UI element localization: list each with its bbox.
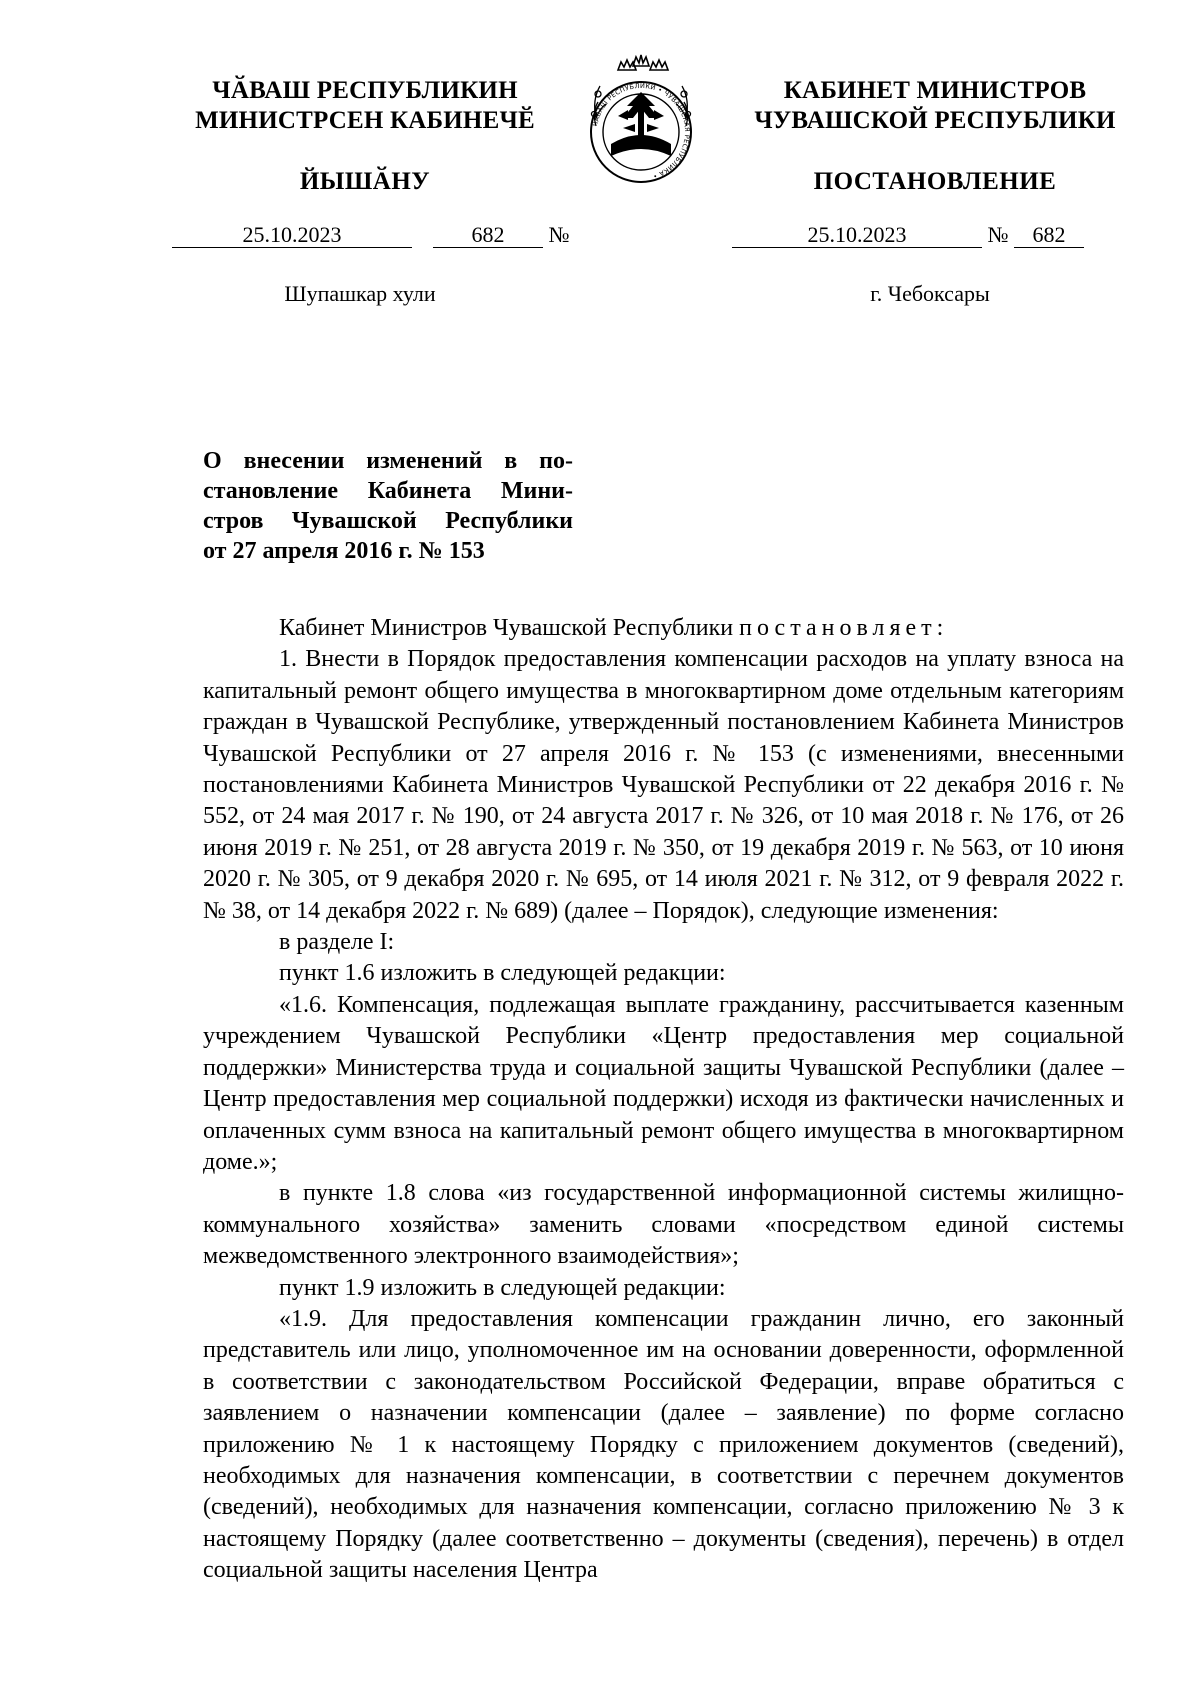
body-paragraph: «1.9. Для предоставления компенсации гражданин лично, его законный представитель или лицо, уполномоченное им на основании доверенности, оформленной в соответствии с законодательством Российской Федерации, вправе обратиться с заявлением о назначении компенсации (далее – заявление) по форме согласно приложению № 1 к настоящему Порядку с приложением документов (сведений), необходимых для назначения компенсации, в соответствии с перечнем документов (сведений), необходимых для назначения компенсации, согласно приложению № 3 к настоящему Порядку (далее соответственно – документы (сведения), перечень) в отдел социальной защиты населения Центра — [203, 1305, 1124, 1584]
body-paragraph: «1.6. Компенсация, подлежащая выплате гражданину, рассчитывается казенным учреждением Чувашской Республики «Центр предоставления мер социальной поддержки» Министерства труда и социальной защиты Чувашской Республики (далее – Центр предоставления мер социальной поддержки) исходя из фактически начисленных и оплаченных сумм взноса на капитальный ремонт общего имущества в многоквартирном доме.»; — [203, 991, 1124, 1175]
left-org-line2: МИНИСТРСЕН КАБИНЕЧӖ — [195, 107, 535, 134]
left-number: 682 — [433, 223, 543, 248]
left-city: Шупашкар хули — [284, 281, 436, 306]
body-paragraph: в разделе I: — [279, 929, 395, 956]
left-date: 25.10.2023 — [172, 223, 412, 248]
intro-paragraph — [203, 613, 1124, 644]
intro-text: Кабинет Министров Чувашской Республики — [279, 615, 734, 641]
body-paragraph: пункт 1.9 изложить в следующей редакции: — [279, 1274, 726, 1301]
right-number: 682 — [1014, 223, 1084, 248]
intro-verb: постановляет: — [739, 615, 949, 641]
right-org-line2: ЧУВАШСКОЙ РЕСПУБЛИКИ — [754, 107, 1116, 134]
right-doctype: ПОСТАНОВЛЕНИЕ — [813, 168, 1057, 195]
left-org-line1: ЧӐВАШ РЕСПУБЛИКИН — [212, 77, 518, 104]
right-date: 25.10.2023 — [732, 223, 982, 248]
left-doctype: ЙЫШӐНУ — [299, 168, 431, 195]
header-left — [160, 76, 570, 196]
right-city: г. Чебоксары — [870, 281, 990, 306]
right-org-line1: КАБИНЕТ МИНИСТРОВ — [783, 77, 1087, 104]
title-line: стров Чувашской Республики — [203, 508, 573, 534]
body-paragraph: 1. Внести в Порядок предоставления компенсации расходов на уплату взноса на капитальный ремонт общего имущества в многоквартирном доме отдельным категориям граждан в Чувашской Республике, утвержденный постановлением Кабинета Министров Чувашской Республики от 27 апреля 2016 г. № 153 (с изменениями, внесенными постановлениями Кабинета Министров Чувашской Республики от 22 декабря 2016 г. № 552, от 24 мая 2017 г. № 190, от 24 августа 2017 г. № 326, от 10 мая 2018 г. № 176, от 26 июня 2019 г. № 251, от 28 августа 2019 г. № 350, от 19 декабря 2019 г. № 563, от 10 июня 2020 г. № 305, от 9 декабря 2020 г. № 695, от 14 июля 2021 г. № 312, от 9 февраля 2022 г. № 38, от 14 декабря 2022 г. № 689) (далее – Порядок), следующие изменения: — [203, 646, 1124, 924]
left-number-sign: № — [548, 222, 570, 247]
right-number-sign: № — [987, 222, 1009, 247]
body-paragraph: пункт 1.6 изложить в следующей редакции: — [279, 960, 726, 987]
body-paragraph: в пункте 1.8 слова «из государственной информационной системы жилищно-коммунального хозяйства» заменить словами «посредством единой системы межведомственного электронного взаимодействия»; — [203, 1180, 1124, 1270]
header-right — [730, 76, 1140, 196]
svg-text:ЧӐВАШ РЕСПУБЛИКИ • ЧУВАШСКАЯ Р: ЧӐВАШ РЕСПУБЛИКИ • ЧУВАШСКАЯ РЕСПУБЛИКА • — [591, 81, 692, 181]
right-date-line — [732, 222, 1084, 248]
document-body — [203, 613, 1124, 1587]
document-title — [203, 446, 573, 566]
title-line: становление Кабинета Мини- — [203, 478, 573, 504]
left-date-line — [172, 222, 570, 248]
chuvash-coat-of-arms-icon — [578, 52, 704, 192]
title-line: О внесении изменений в по- — [203, 448, 573, 474]
title-line: от 27 апреля 2016 г. № 153 — [203, 538, 485, 564]
